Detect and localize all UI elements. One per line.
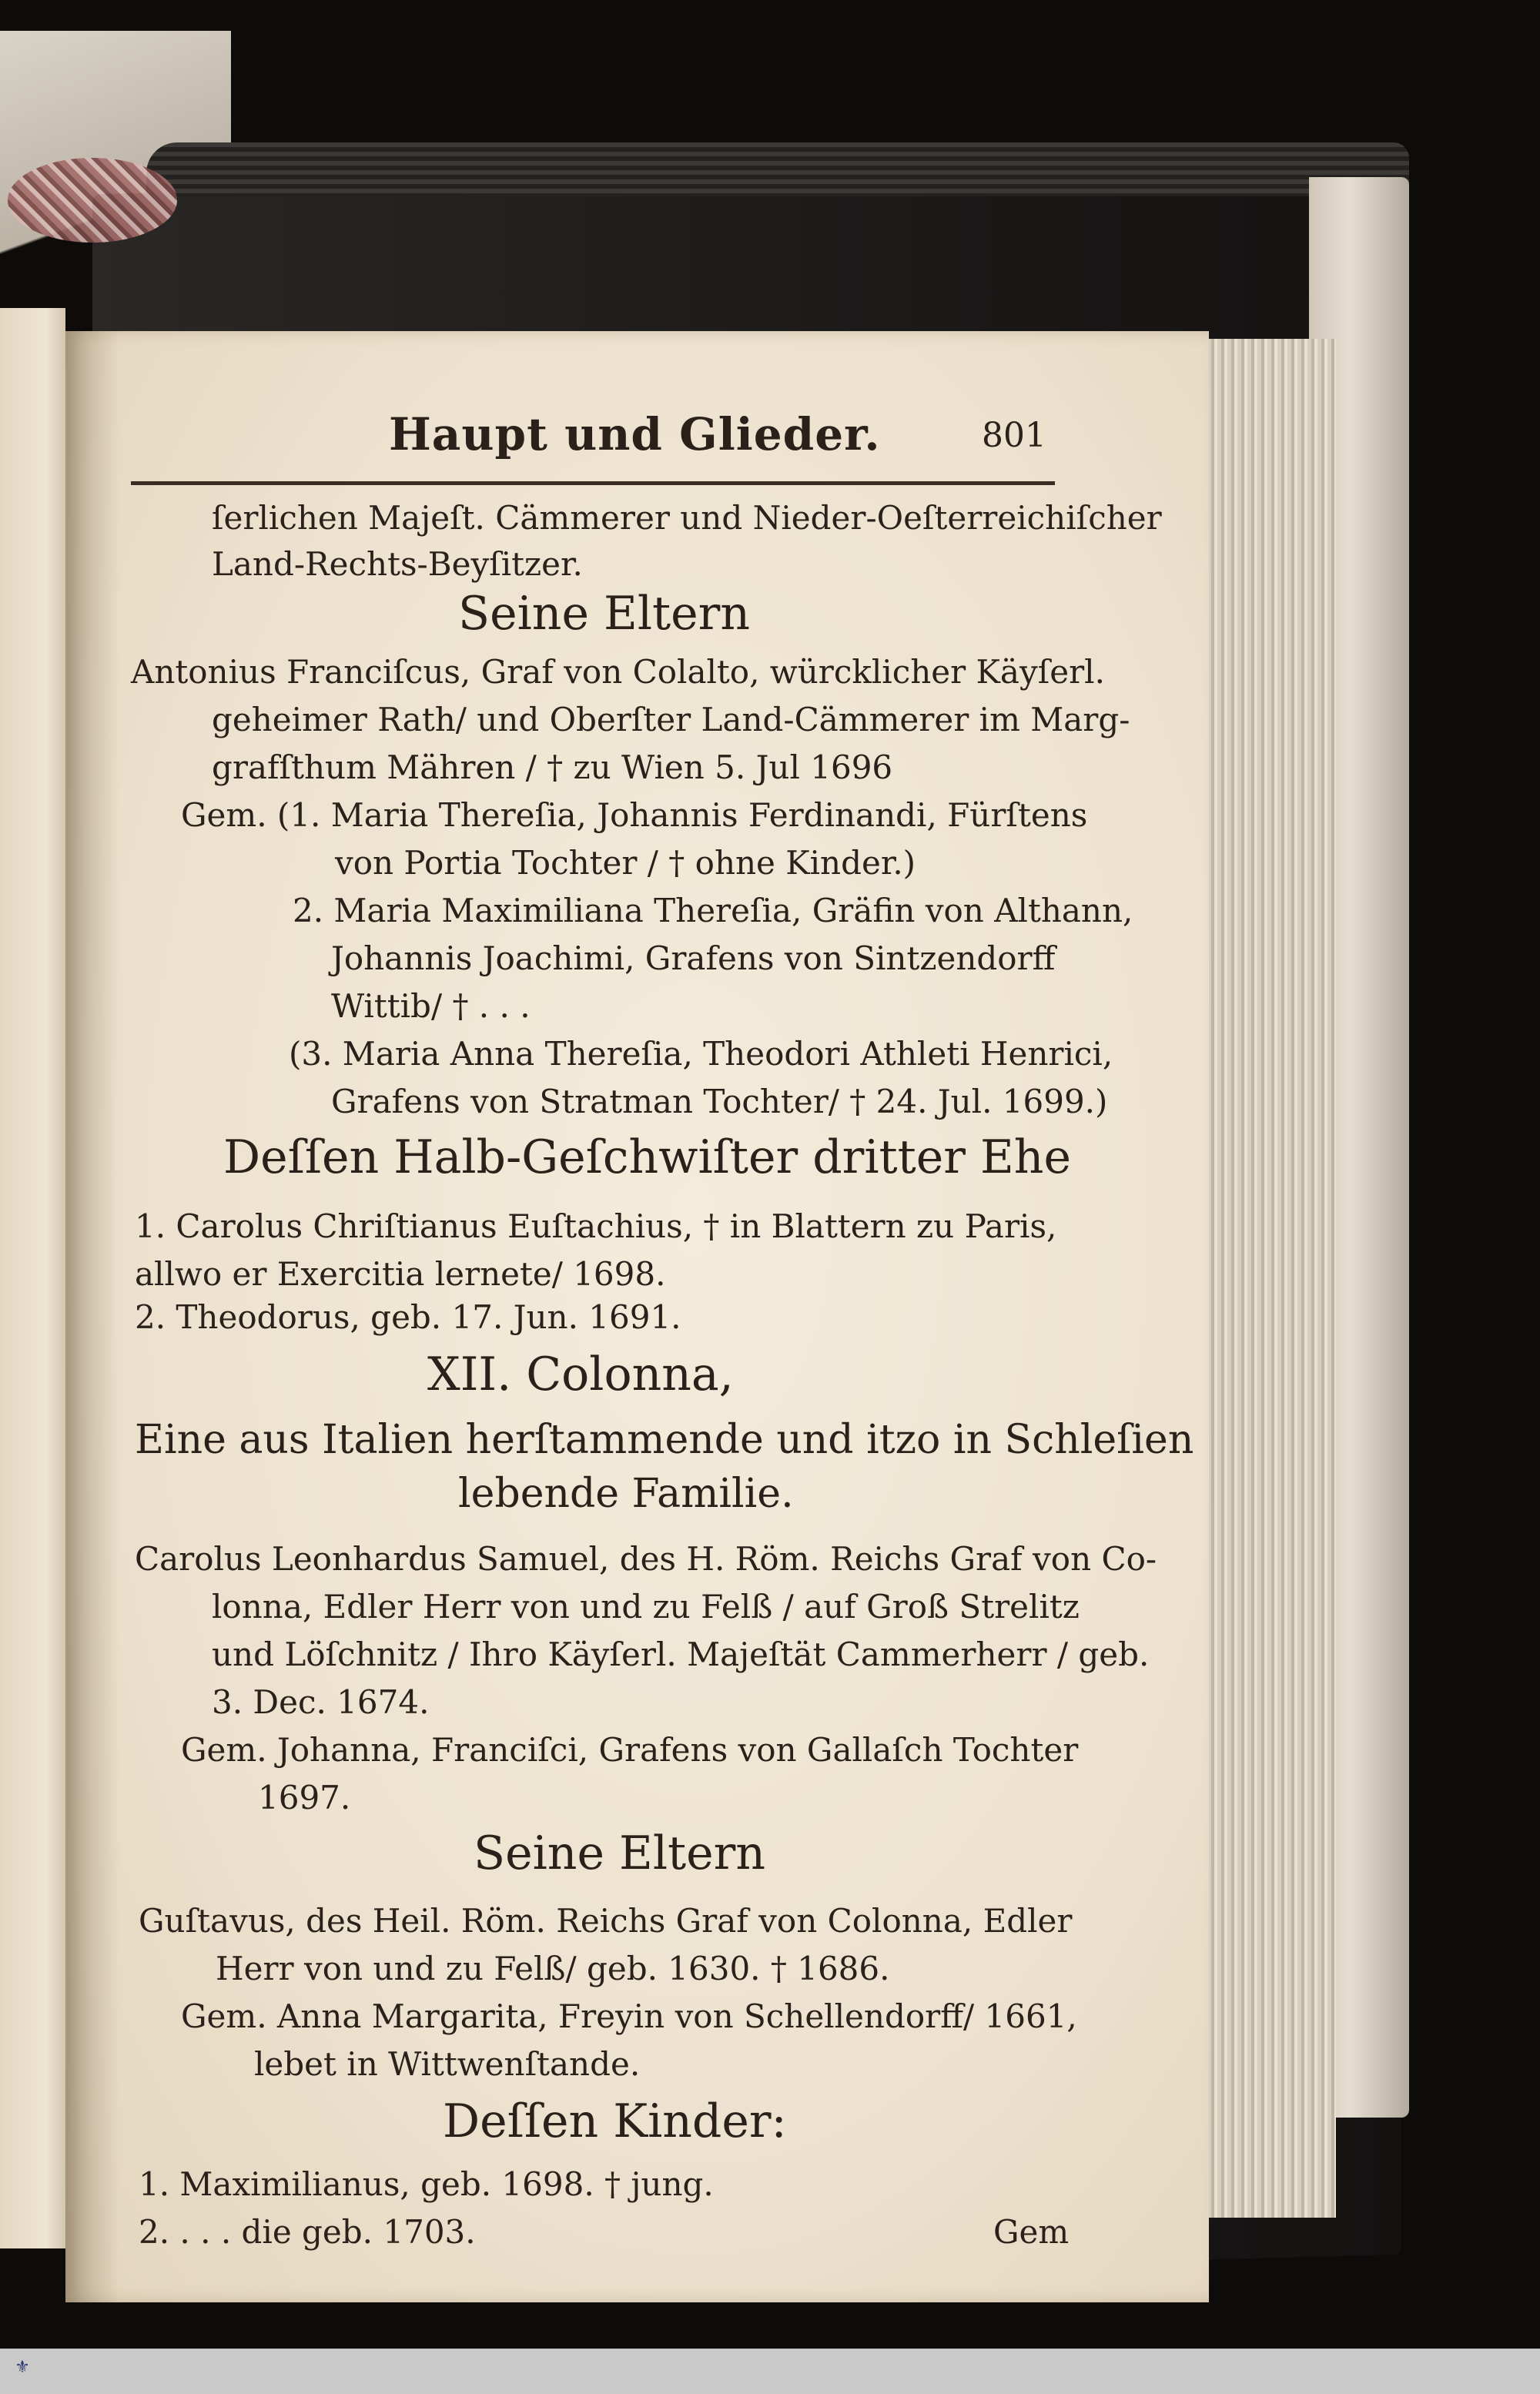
text-line: grafſthum Mähren / † zu Wien 5. Jul 1696 bbox=[212, 748, 893, 786]
text-line: von Portia Tochter / † ohne Kinder.) bbox=[335, 844, 916, 882]
text-line: Gem. (1. Maria Thereſia, Johannis Ferdinandi, Fürſtens bbox=[181, 796, 1088, 834]
headband bbox=[8, 158, 177, 243]
catchword: Gem bbox=[993, 2213, 1070, 2251]
gutter-shadow bbox=[65, 331, 119, 2302]
section-heading: lebende Familie. bbox=[458, 1471, 794, 1517]
text-line: 3. Dec. 1674. bbox=[212, 1683, 430, 1721]
text-line: 2. Theodorus, geb. 17. Jun. 1691. bbox=[135, 1298, 681, 1336]
text-line: Johannis Joachimi, Grafens von Sintzendorff bbox=[331, 939, 1056, 977]
section-heading: Seine Eltern bbox=[474, 1826, 765, 1880]
section-heading: Deſſen Kinder: bbox=[443, 2094, 787, 2148]
text-line: Land-Rechts-Beyſitzer. bbox=[212, 545, 583, 583]
text-line: Grafens von Stratman Tochter/ † 24. Jul. 1699.) bbox=[331, 1083, 1108, 1120]
text-line: Gem. Anna Margarita, Freyin von Schellendorff/ 1661, bbox=[181, 1997, 1077, 2035]
running-header-title: Haupt und Glieder. bbox=[389, 408, 881, 460]
text-line: ſerlichen Majeſt. Cämmerer und Nieder-Oeſterreichiſcher bbox=[212, 499, 1162, 537]
text-line: 1. Carolus Chriſtianus Euſtachius, † in Blattern zu Paris, allwo er Exercitia lernete/ 1698. bbox=[135, 1207, 1057, 1293]
viewer-bottom-bar bbox=[0, 2349, 1540, 2394]
text-line: Guſtavus, des Heil. Röm. Reichs Graf von Colonna, Edler bbox=[139, 1902, 1073, 1940]
text-line: Wittib/ † . . . bbox=[331, 987, 531, 1025]
text-line: geheimer Rath/ und Oberſter Land-Cämmerer im Marg- bbox=[212, 701, 1130, 738]
text-line: (3. Maria Anna Thereſia, Theodori Athleti Henrici, bbox=[289, 1035, 1113, 1073]
page-number: 801 bbox=[982, 416, 1046, 455]
text-line: lebet in Wittwenſtande. bbox=[254, 2045, 641, 2083]
text-line: Gem. Johanna, Franciſci, Grafens von Gallaſch Tochter bbox=[181, 1731, 1079, 1769]
facing-page-left bbox=[0, 308, 65, 2248]
text-line: lonna, Edler Herr von und zu Felß / auf Groß Strelitz bbox=[212, 1588, 1080, 1626]
text-line: 2. . . . die geb. 1703. bbox=[139, 2213, 476, 2251]
text-line: Herr von und zu Felß/ geb. 1630. † 1686. bbox=[216, 1950, 890, 1987]
text-line: 1697. bbox=[258, 1779, 351, 1816]
text-line: Antonius Franciſcus, Graf von Colalto, würcklicher Käyſerl. bbox=[131, 653, 1105, 691]
section-heading: Seine Eltern bbox=[458, 587, 750, 641]
text-line: 2. Maria Maximiliana Thereſia, Gräfin von Althann, bbox=[293, 892, 1133, 929]
text-line: Carolus Leonhardus Samuel, des H. Röm. Reichs Graf von Co- bbox=[135, 1540, 1157, 1578]
text-line: und Löſchnitz / Ihro Käyſerl. Majeſtät Cammerherr / geb. bbox=[212, 1636, 1150, 1673]
page-block-top-edge bbox=[146, 142, 1409, 196]
header-rule bbox=[131, 481, 1055, 485]
section-heading: XII. Colonna, bbox=[427, 1348, 734, 1401]
section-heading: Deſſen Halb-Geſchwiſter dritter Ehe bbox=[223, 1130, 1071, 1184]
text-line: 1. Maximilianus, geb. 1698. † jung. bbox=[139, 2165, 714, 2203]
library-logo-icon: ⚜ bbox=[15, 2358, 30, 2377]
section-heading: Eine aus Italien herſtammende und itzo in Schleſien bbox=[135, 1417, 1194, 1463]
page-edges bbox=[1197, 339, 1336, 2218]
